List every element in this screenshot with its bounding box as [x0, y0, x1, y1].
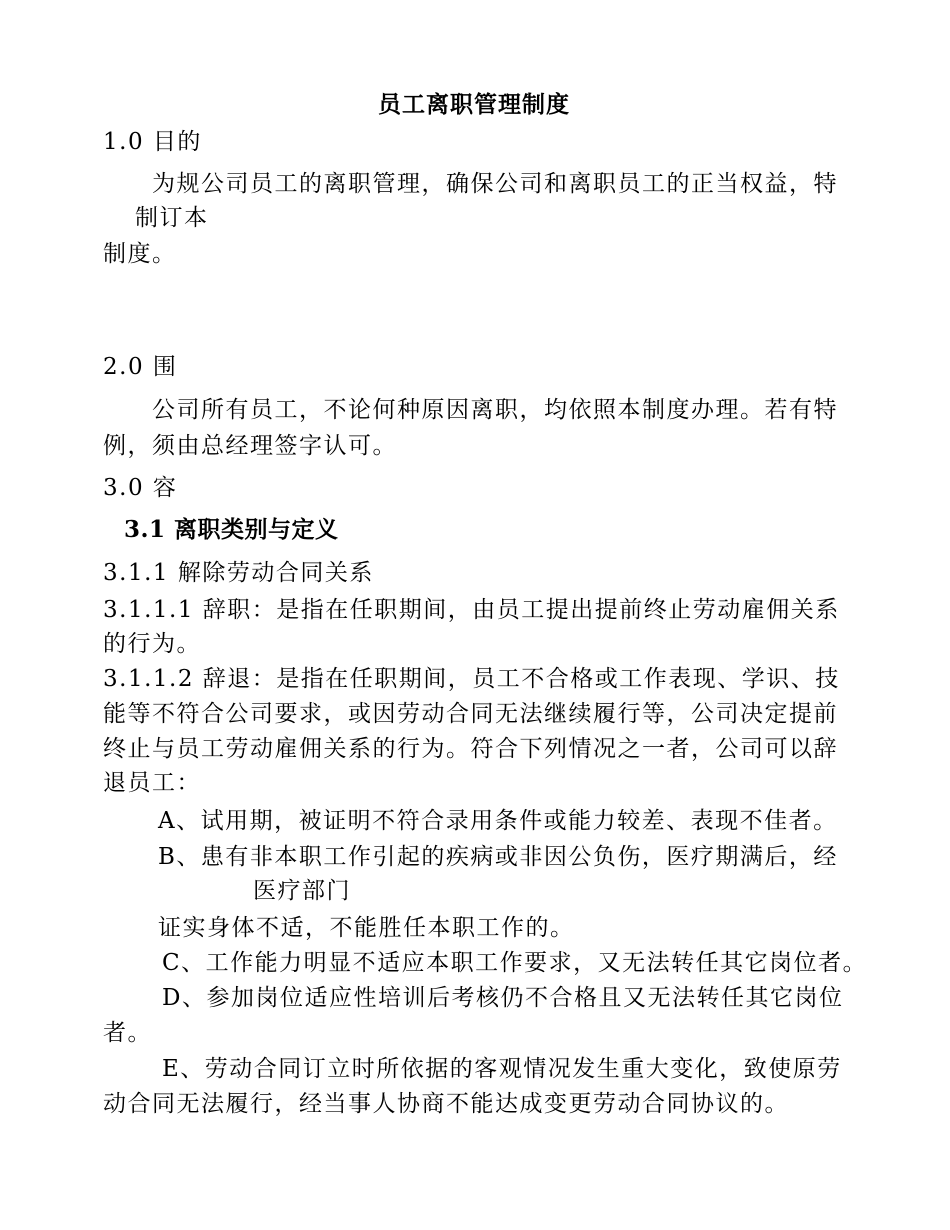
list-item: D、参加岗位适应性培训后考核仍不合格且又无法转任其它岗位: [162, 985, 844, 1011]
paragraph-line: 例，须由总经理签字认可。: [103, 433, 397, 459]
paragraph-line: 公司所有员工，不论何种原因离职，均依照本制度办理。若有特: [152, 397, 838, 423]
section-heading-content: 3.0 容: [103, 475, 178, 501]
page-title: 员工离职管理制度: [378, 91, 570, 118]
list-item: 动合同无法履行，经当事人协商不能达成变更劳动合同协议的。: [103, 1091, 789, 1117]
section-heading-purpose: 1.0 目的: [103, 129, 202, 155]
paragraph-line: 为规公司员工的离职管理，确保公司和离职员工的正当权益，特: [152, 171, 838, 197]
paragraph-line: 能等不符合公司要求，或因劳动合同无法继续履行等，公司决定提前: [103, 701, 838, 727]
list-item: E、劳动合同订立时所依据的客观情况发生重大变化，致使原劳: [162, 1056, 842, 1082]
paragraph-line: 制订本: [135, 205, 209, 231]
list-item: 者。: [103, 1020, 152, 1046]
paragraph-line: 终止与员工劳动雇佣关系的行为。符合下列情况之一者，公司可以辞: [103, 736, 838, 762]
list-item: C、工作能力明显不适应本职工作要求，又无法转任其它岗位者。: [162, 950, 868, 976]
subsection-heading: 3.1 离职类别与定义: [124, 516, 339, 543]
paragraph-line: 的行为。: [103, 631, 201, 657]
paragraph-line: 3.1.1.2 辞退：是指在任职期间，员工不合格或工作表现、学识、技: [103, 666, 840, 692]
paragraph-line: 3.1.1.1 辞职：是指在任职期间，由员工提出提前终止劳动雇佣关系: [103, 597, 840, 623]
list-item: 医疗部门: [253, 878, 351, 904]
paragraph-line: 制度。: [103, 241, 177, 267]
list-item: B、患有非本职工作引起的疾病或非因公负伤，医疗期满后，经: [158, 844, 838, 870]
section-heading-scope: 2.0 围: [103, 354, 178, 380]
paragraph-line: 退员工：: [103, 770, 201, 796]
subsection-heading: 3.1.1 解除劳动合同关系: [103, 560, 374, 586]
list-item: A、试用期，被证明不符合录用条件或能力较差、表现不佳者。: [158, 808, 838, 834]
list-item: 证实身体不适，不能胜任本职工作的。: [158, 915, 575, 941]
